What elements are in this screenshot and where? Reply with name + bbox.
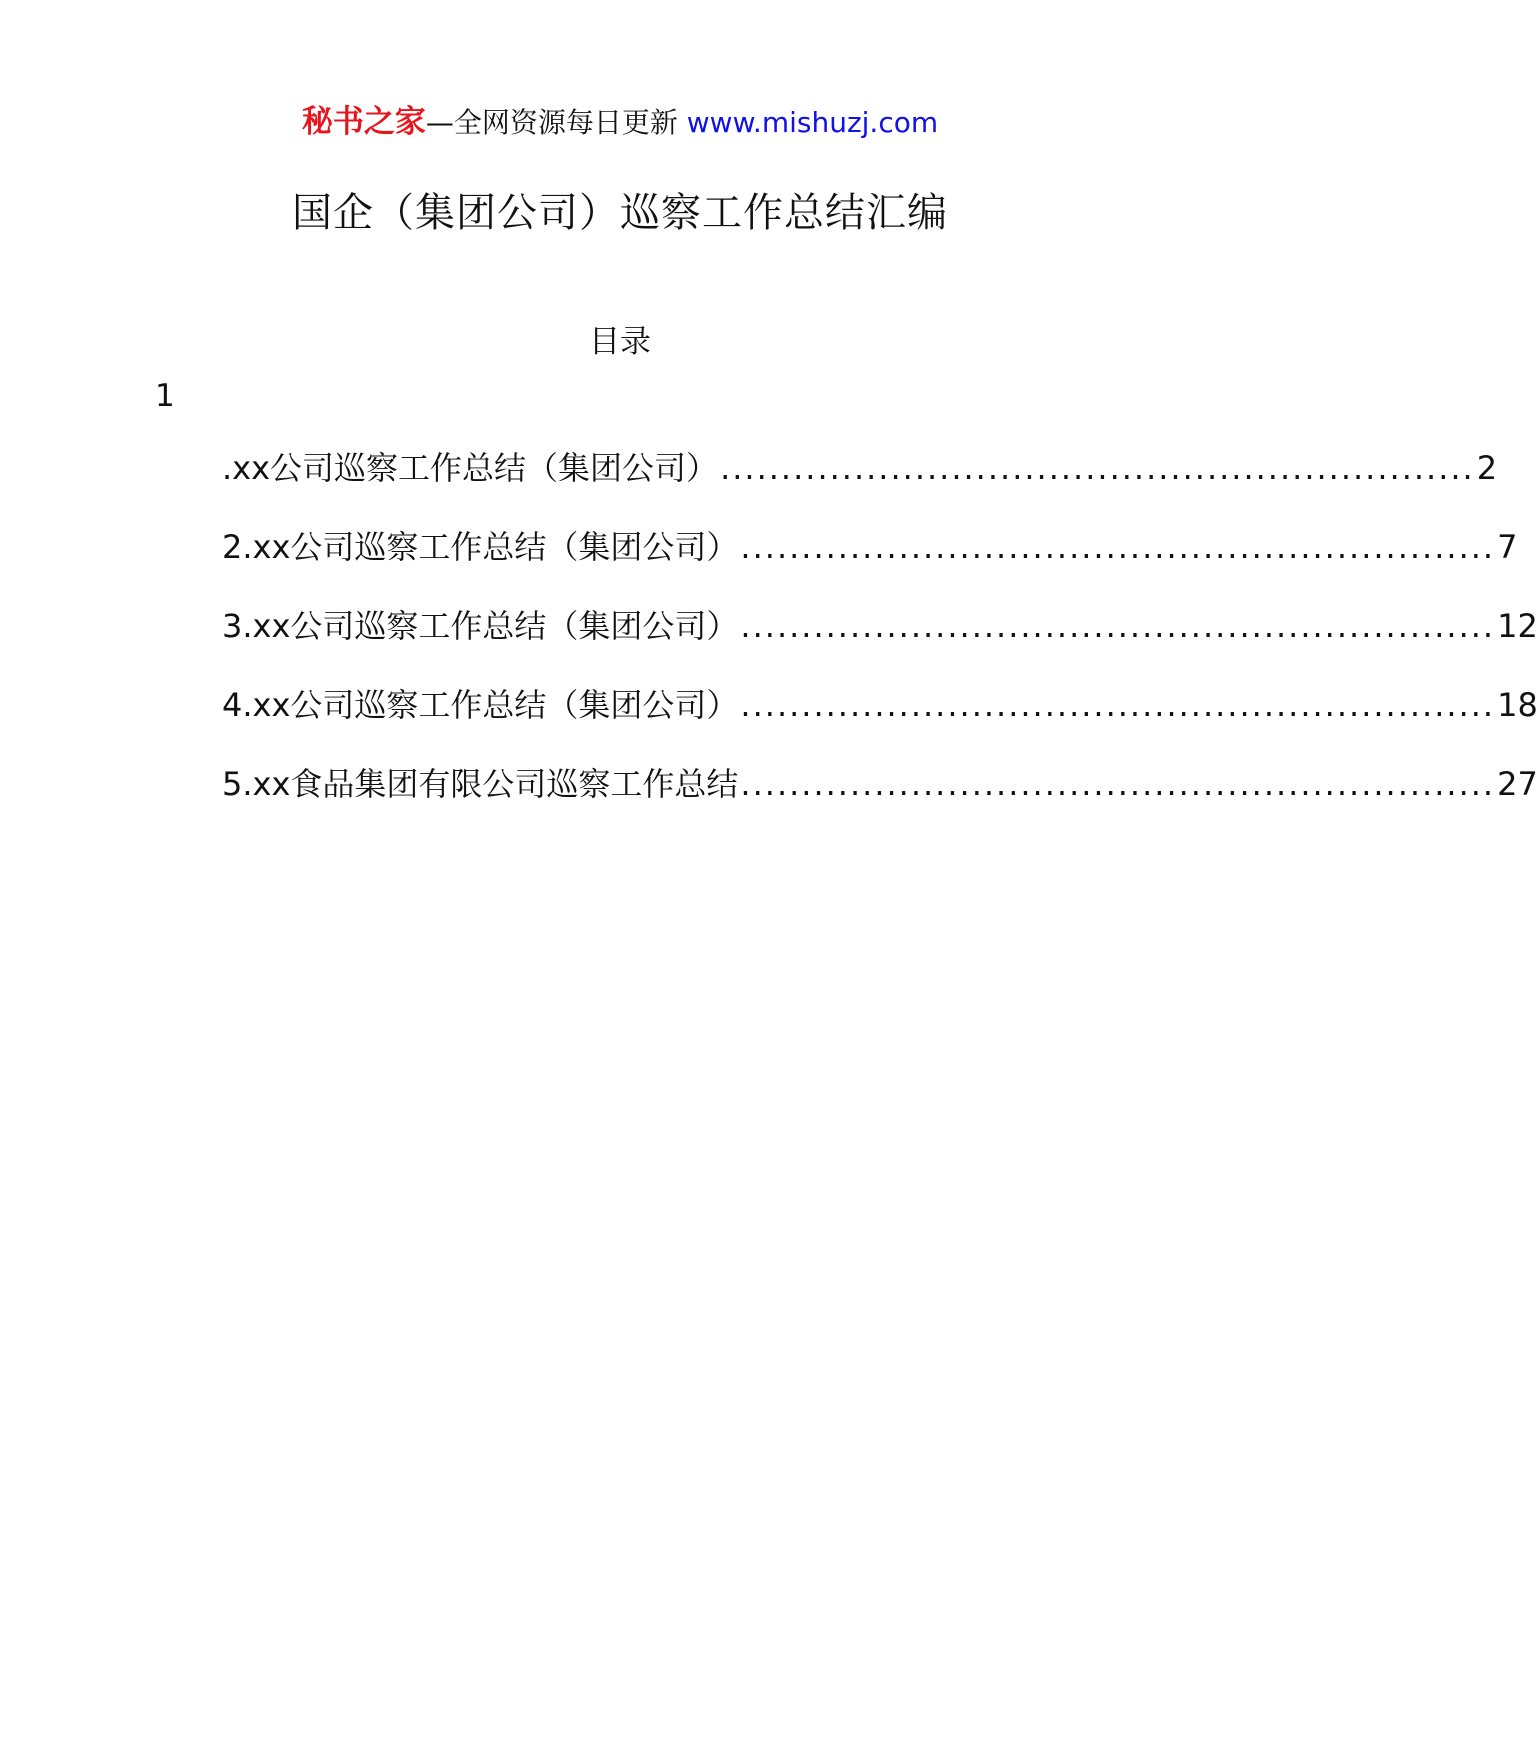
toc-page-number: 12 [1497,607,1538,645]
toc-entry-label: 5.xx食品集团有限公司巡察工作总结 [222,765,739,803]
toc-leader-dots: .............................................................. [740,607,1496,645]
site-url-link[interactable]: www.mishuzj.com [686,106,939,139]
toc-entry[interactable] [222,525,1518,604]
toc-page-number: 18 [1497,686,1538,724]
document-title: 国企（集团公司）巡察工作总结汇编 [292,190,948,236]
toc-page-number: 2 [1476,449,1498,487]
toc-entry-label: 3.xx公司巡察工作总结（集团公司） [222,607,739,645]
toc-leader-dots: .............................................................. [740,686,1496,724]
list-number: 1 [155,378,175,414]
toc-entry[interactable] [222,762,1538,841]
toc-leader-dots: .............................................................. [720,449,1475,487]
toc-heading: 目录 [589,324,651,360]
toc-entry-label: 2.xx公司巡察工作总结（集团公司） [222,528,739,566]
toc-entry[interactable] [222,604,1538,683]
toc-page-number: 7 [1497,528,1518,566]
brand-name: 秘书之家 [301,104,426,140]
brand-tagline: —全网资源每日更新 [425,106,678,139]
toc-leader-dots: .............................................................. [740,528,1496,566]
table-of-contents [222,446,1538,841]
toc-entry[interactable] [222,683,1538,762]
toc-page-number: 27 [1497,765,1538,803]
watermark-header [0,102,1240,143]
toc-leader-dots: .............................................................. [740,765,1496,803]
toc-entry-label: .xx公司巡察工作总结（集团公司） [222,449,719,487]
toc-entry-label: 4.xx公司巡察工作总结（集团公司） [222,686,739,724]
toc-entry[interactable] [222,446,1498,525]
